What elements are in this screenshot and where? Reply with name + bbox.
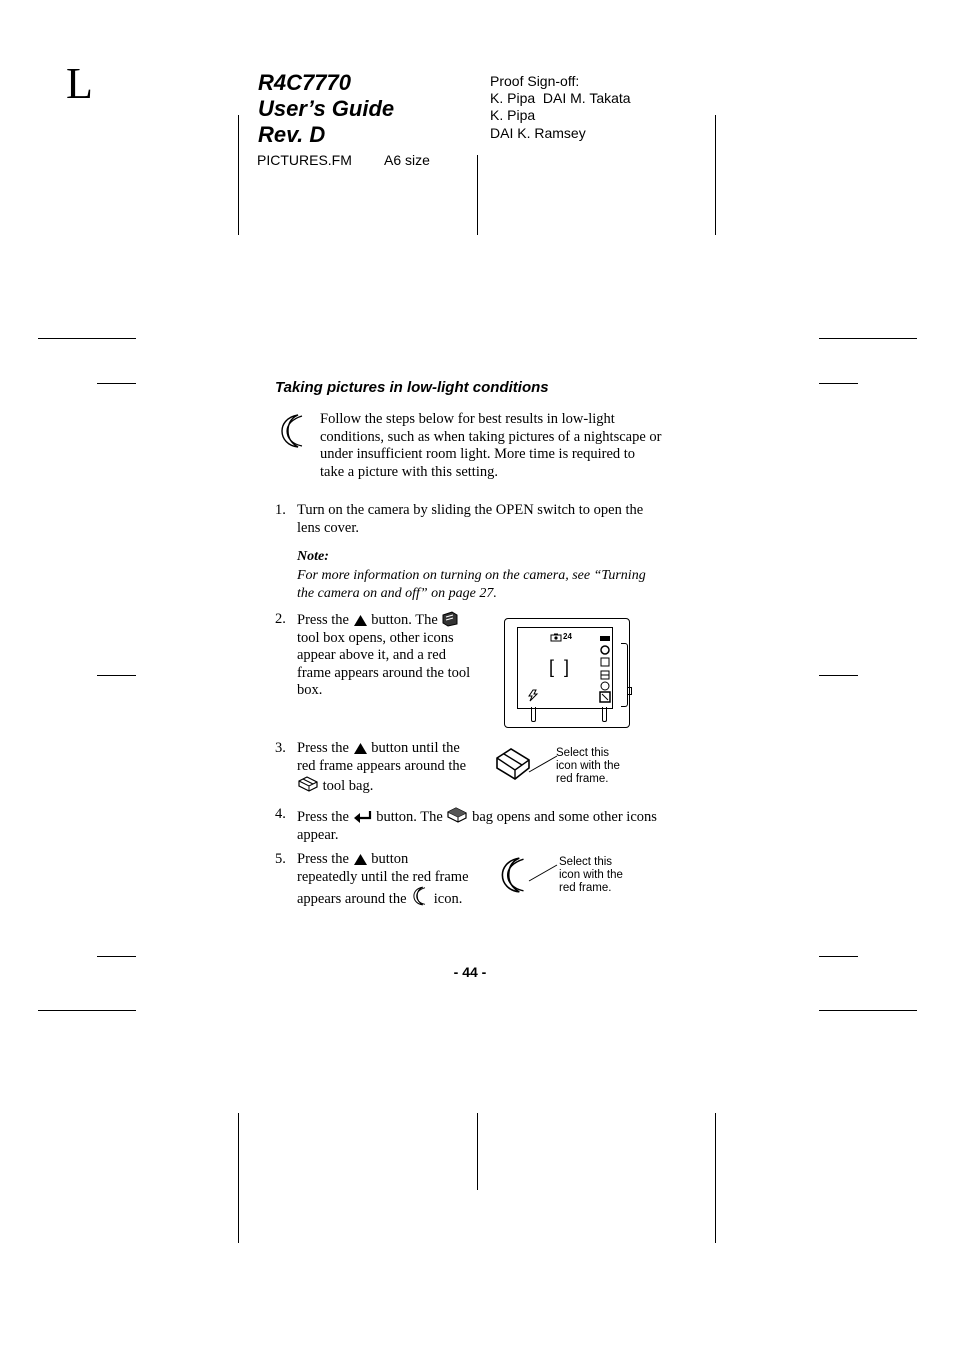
crop-mark-right-3	[819, 675, 858, 676]
moon-caption-line-1: Select this	[559, 856, 613, 868]
step-3-text	[297, 740, 475, 796]
title-line-2: User’s Guide	[258, 96, 395, 121]
step-2-part-3: tool box opens, other icons appear above it, and a red frame appears around the tool box.	[297, 629, 471, 699]
camera-screen-illustration	[504, 618, 630, 728]
step-4-part-3: bag opens and some other icons appear.	[297, 809, 657, 843]
moon-caption-line-2: icon with the	[559, 869, 623, 881]
step-3-part-3: tool bag.	[322, 778, 374, 795]
step-4-number: 4.	[275, 806, 286, 822]
moon-icon-large	[498, 856, 530, 894]
crop-mark-top-left	[238, 115, 239, 235]
step-3-part-1: Press the	[297, 740, 349, 756]
title-line-1: R4C7770	[258, 70, 351, 95]
crop-mark-right-2	[819, 383, 858, 384]
step-4-part-1: Press the	[297, 809, 349, 825]
crop-mark-right-4	[819, 956, 858, 957]
moon-caption	[559, 856, 623, 895]
proof-line-1: Proof Sign-off:	[490, 73, 580, 89]
moon-caption-line-3: red frame.	[559, 882, 612, 894]
tool-bag-icon-large	[494, 746, 532, 784]
menu-icon-column	[598, 634, 612, 714]
step-4-part-2: button. The	[376, 809, 443, 825]
note-text: For more information on turning on the camera, see “Turning the camera on and off” on page 27.	[297, 568, 646, 601]
flash-mode-icon	[527, 689, 539, 702]
step-2-number: 2.	[275, 611, 286, 627]
section-heading: Taking pictures in low-light conditions	[275, 379, 549, 396]
note-label: Note:	[297, 549, 329, 564]
step-3-number: 3.	[275, 740, 286, 756]
step-2-part-1: Press the	[297, 612, 349, 628]
tool-bag-caption-line-1: Select this	[556, 747, 610, 759]
crop-mark-right-5	[819, 1010, 917, 1011]
up-arrow-button-icon	[353, 614, 368, 627]
step-2-text	[297, 611, 475, 700]
moon-icon	[410, 886, 430, 906]
step-4-text	[297, 806, 665, 844]
crop-mark-left-2	[97, 383, 136, 384]
step-1-text: Turn on the camera by sliding the OPEN switch to open the lens cover.	[297, 502, 644, 536]
screen-side-tab	[627, 687, 632, 695]
crop-mark-left-5	[38, 1010, 136, 1011]
up-arrow-button-icon	[353, 853, 368, 866]
step-5-text	[297, 851, 469, 909]
proof-line-2: K. Pipa DAI M. Takata	[490, 90, 631, 107]
intro-paragraph: Follow the steps below for best results in low-light conditions, such as when taking pictures of a nightscape or under insufficient room light. More time is required to take a picture with this setting.	[320, 411, 662, 480]
screen-side-bracket	[621, 643, 628, 707]
step-2-part-2: button. The	[371, 612, 438, 628]
title-line-3: Rev. D	[258, 122, 326, 147]
crop-mark-top-center	[477, 155, 478, 235]
crop-mark-bottom-left	[238, 1113, 239, 1243]
crop-mark-right-1	[819, 338, 917, 339]
camera-counter-icon	[550, 633, 562, 642]
crop-mark-left-1	[38, 338, 136, 339]
step-5-part-2: button repeatedly until the red frame appears around the	[297, 851, 469, 908]
crop-mark-bottom-right	[715, 1113, 716, 1243]
document-title	[258, 70, 394, 148]
enter-button-icon	[353, 810, 373, 824]
step-3-part-2: button until the red frame appears around the	[297, 740, 467, 774]
crop-mark-bottom-center	[477, 1113, 478, 1190]
tool-bag-caption-line-2: icon with the	[556, 760, 620, 772]
up-arrow-button-icon	[353, 742, 368, 755]
file-name: PICTURES.FM	[257, 152, 352, 168]
moon-icon	[278, 413, 308, 449]
open-bag-icon	[446, 806, 468, 824]
screen-leg-left	[531, 707, 536, 722]
tool-box-icon	[441, 611, 459, 627]
corner-letter: L	[66, 59, 93, 108]
step-1-number: 1.	[275, 502, 286, 518]
proof-line-3: K. Pipa	[490, 107, 536, 124]
proof-line-4: DAI K. Ramsey	[490, 124, 586, 141]
crop-mark-left-3	[97, 675, 136, 676]
crop-mark-top-right	[715, 115, 716, 235]
crop-mark-left-4	[97, 956, 136, 957]
callout-line-moon	[528, 864, 558, 882]
step-5-part-1: Press the	[297, 851, 349, 867]
tool-bag-caption	[556, 747, 620, 786]
shots-remaining: 24	[563, 632, 572, 641]
page-number: - 44 -	[453, 964, 487, 980]
focus-brackets: [ ]	[549, 657, 570, 677]
tool-bag-icon	[297, 775, 319, 793]
callout-line-tool-bag	[528, 755, 558, 773]
page-size: A6 size	[384, 152, 430, 168]
screen-leg-right	[602, 707, 607, 722]
step-5-number: 5.	[275, 851, 286, 867]
proof-signoff	[490, 73, 631, 142]
tool-bag-caption-line-3: red frame.	[556, 773, 609, 785]
step-5-part-3: icon.	[433, 891, 463, 908]
